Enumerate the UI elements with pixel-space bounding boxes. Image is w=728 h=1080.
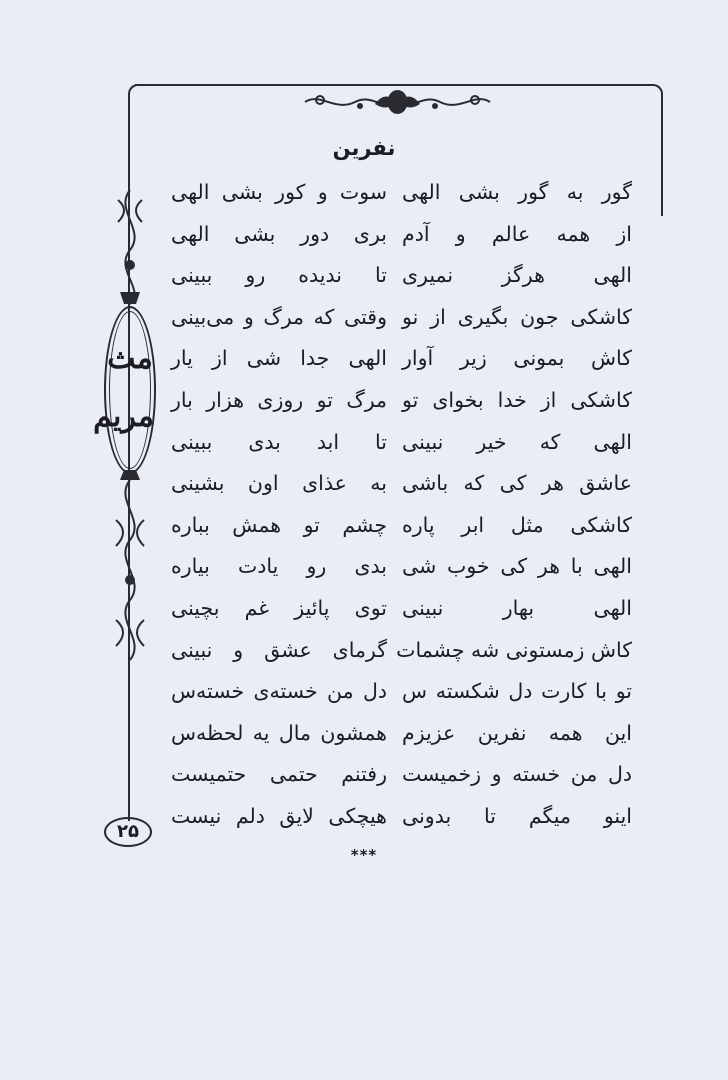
- book-title-emblem: [93, 306, 156, 474]
- verse-first-hemistich: دل من خسته و زخمیست: [402, 762, 632, 787]
- verse-second-hemistich: وقتی که مرگ و می‌بینی: [171, 304, 387, 329]
- verse-second-hemistich: بدی رو یادت بیاره: [171, 554, 387, 579]
- verse-second-hemistich: به عذای اون بشینی: [171, 471, 387, 496]
- verse-first-hemistich: کاشکی جون بگیری از نو: [402, 304, 632, 329]
- verse-first-hemistich: اینو میگم تا بدونی: [402, 803, 632, 828]
- verse-row: [0, 754, 728, 796]
- verse-second-hemistich: الهی جدا شی از یار: [171, 346, 387, 371]
- verse-second-hemistich: توی پائیز غم بچینی: [171, 595, 387, 620]
- verse-first-hemistich: تو با کارت دل شکسته س: [402, 679, 632, 704]
- verse-first-hemistich: کاش زمستونی شه چشمات: [396, 637, 632, 662]
- verse-second-hemistich: چشم تو همش بباره: [171, 512, 387, 537]
- verse-row: [0, 713, 728, 755]
- verse-second-hemistich: همشون مال یه لحظه‌س: [171, 720, 387, 745]
- emblem-word-1: مث: [107, 341, 153, 376]
- verse-first-hemistich: الهی که خیر نبینی: [402, 429, 632, 454]
- verse-first-hemistich: کاشکی مثل ابر پاره: [402, 512, 632, 537]
- emblem-text: [93, 330, 154, 446]
- verse-second-hemistich: هیچکی لایق دلم نیست: [171, 803, 387, 828]
- verse-first-hemistich: این همه نفرین عزیزم: [402, 720, 632, 745]
- verse-first-hemistich: گور به گور بشی الهی: [402, 180, 632, 204]
- verse-first-hemistich: الهی هرگز نمیری: [402, 263, 632, 288]
- top-ornament-icon: [300, 88, 495, 120]
- verse-second-hemistich: رفتنم حتمی حتمیست: [171, 762, 387, 787]
- verse-row: [0, 671, 728, 713]
- poem-title: نفرین: [332, 136, 396, 160]
- verse-first-hemistich: از همه عالم و آدم: [402, 221, 632, 246]
- end-mark: ***: [350, 846, 378, 864]
- verse-second-hemistich: تا ابد بدی ببینی: [171, 429, 387, 454]
- verse-second-hemistich: سوت و کور بشی الهی: [171, 180, 387, 204]
- verse-first-hemistich: الهی بهار نبینی: [402, 595, 632, 620]
- verse-first-hemistich: عاشق هر کی که باشی: [402, 471, 632, 496]
- verse-second-hemistich: تا ندیده رو ببینی: [171, 263, 387, 288]
- verse-second-hemistich: مرگ تو روزی هزار بار: [171, 387, 387, 412]
- verse-first-hemistich: کاشکی از خدا بخوای تو: [402, 387, 632, 412]
- verse-first-hemistich: کاش بمونی زیر آوار: [402, 346, 632, 371]
- verse-second-hemistich: بری دور بشی الهی: [171, 221, 387, 246]
- verse-second-hemistich: دل من خسته‌ی خسته‌س: [171, 679, 387, 704]
- page-number: ۲۵: [104, 817, 152, 847]
- verse-first-hemistich: الهی با هر کی خوب شی: [402, 554, 632, 579]
- emblem-word-2: مریم: [93, 399, 154, 434]
- verse-second-hemistich: گرمای عشق و نبینی: [171, 637, 387, 662]
